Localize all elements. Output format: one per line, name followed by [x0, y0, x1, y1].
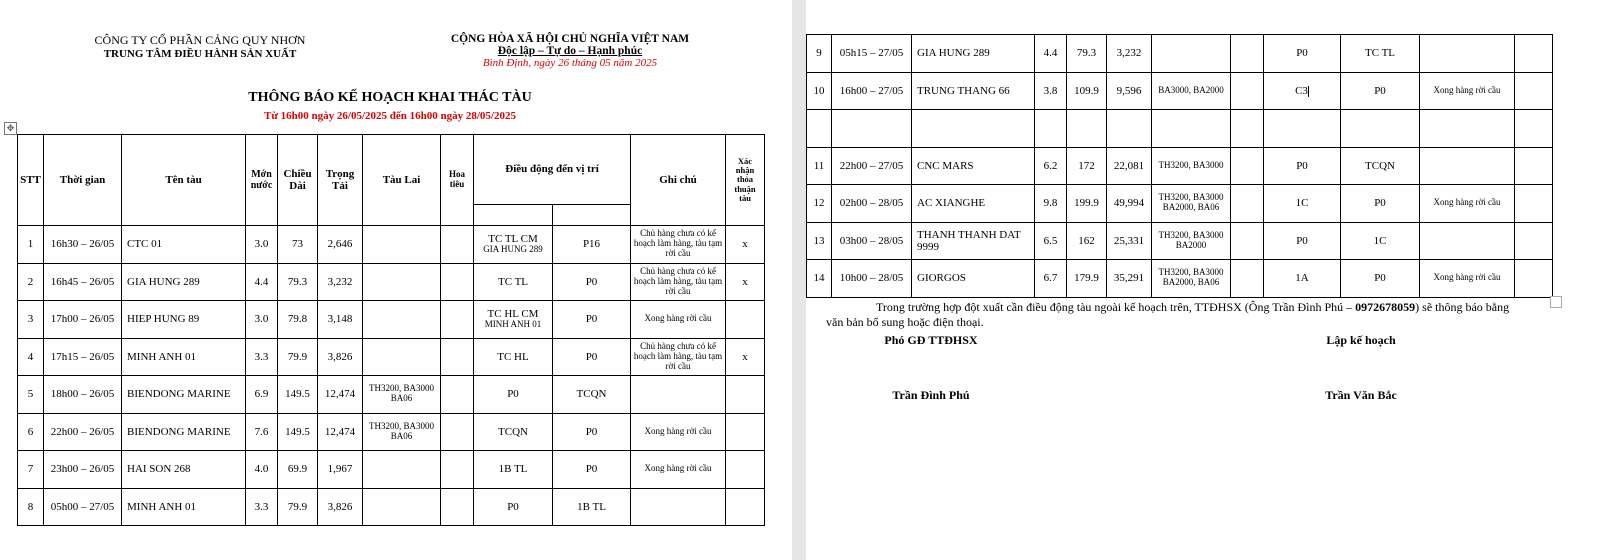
row-draft: 7.6	[246, 413, 278, 451]
row-move-from	[474, 376, 553, 414]
row-move-to: TC TL	[1341, 35, 1420, 73]
row-tonnage: 12,474	[318, 413, 363, 451]
row-draft: 6.9	[246, 376, 278, 414]
nation-line-2: Độc lập – Tự do – Hạnh phúc	[497, 45, 643, 57]
table-row	[807, 260, 1553, 298]
table-row	[807, 147, 1553, 185]
move-from-main: 1A	[1295, 272, 1309, 285]
row-pilot	[1231, 222, 1264, 260]
row-move-to: P0	[1341, 72, 1420, 110]
col-header-note: Ghi chú	[631, 135, 726, 226]
row-move-to: 1C	[1341, 222, 1420, 260]
row-ship-name: BIENDONG MARINE	[122, 376, 246, 414]
row-tug	[363, 451, 441, 489]
table-row	[18, 451, 765, 489]
row-draft: 3.8	[1035, 72, 1067, 110]
row-move-to: P16	[553, 226, 631, 264]
row-time: 03h00 – 28/05	[832, 222, 912, 260]
text-cursor	[1308, 86, 1309, 97]
row-confirm	[726, 376, 765, 414]
row-time: 23h00 – 26/05	[44, 451, 122, 489]
move-from-sub: GIA HUNG 289	[483, 244, 543, 255]
col-header-pilot: Hoa tiêu	[441, 135, 474, 226]
table-row	[18, 488, 765, 526]
row-note	[631, 376, 726, 414]
row-stt: 8	[18, 488, 44, 526]
row-move-to: P0	[553, 338, 631, 376]
row-note: Xong hàng rời cầu	[1420, 185, 1515, 223]
row-move-from	[1264, 185, 1341, 223]
row-time: 22h00 – 27/05	[832, 147, 912, 185]
row-confirm	[1515, 260, 1553, 298]
row-length: 162	[1067, 222, 1107, 260]
row-length: 79.8	[278, 301, 318, 339]
row-pilot	[441, 301, 474, 339]
company-line-2: TRUNG TÂM ĐIỀU HÀNH SẢN XUẤT	[103, 48, 297, 60]
notice-text-start: Trong trường hợp đột xuất cần điều động tàu ngoài kế hoạch trên, TTĐHSX (Ông Trần Đình Phú –	[876, 300, 1356, 314]
row-ship-name: AC XIANGHE	[912, 185, 1035, 223]
row-time: 10h00 – 28/05	[832, 260, 912, 298]
row-note: Xong hàng rời cầu	[631, 301, 726, 339]
row-stt	[807, 110, 832, 148]
move-from-main: P0	[1296, 47, 1308, 60]
row-confirm	[1515, 222, 1553, 260]
row-move-to: TCQN	[1341, 147, 1420, 185]
col-header-stt: STT	[18, 135, 44, 226]
row-stt: 11	[807, 147, 832, 185]
page-subtitle: Từ 16h00 ngày 26/05/2025 đến 16h00 ngày 28/05/2025	[263, 110, 516, 122]
move-from-main: TCQN	[498, 425, 528, 438]
row-move-from	[1264, 222, 1341, 260]
move-from-main: P0	[1296, 159, 1308, 172]
move-to-subheader	[553, 205, 631, 226]
row-tug	[1152, 35, 1231, 73]
row-confirm	[1515, 110, 1553, 148]
row-move-from	[474, 413, 553, 451]
move-from-main: TC HL	[497, 350, 529, 363]
table-row	[18, 263, 765, 301]
row-note	[1420, 110, 1515, 148]
row-note: Xong hàng rời cầu	[631, 413, 726, 451]
row-move-from	[474, 301, 553, 339]
row-note: Chủ hàng chưa có kế hoạch làm hàng, tàu tạm rời cầu	[631, 263, 726, 301]
row-stt: 7	[18, 451, 44, 489]
place-date: Bình Định, ngày 26 tháng 05 năm 2025	[482, 57, 658, 69]
row-length: 79.9	[278, 488, 318, 526]
row-confirm	[1515, 72, 1553, 110]
company-line-1: CÔNG TY CỔ PHẦN CẢNG QUY NHƠN	[94, 33, 306, 47]
row-length: 79.9	[278, 338, 318, 376]
row-tug	[1152, 110, 1231, 148]
move-from-subheader	[474, 205, 553, 226]
row-tug	[363, 301, 441, 339]
row-move-from	[474, 451, 553, 489]
row-time: 16h00 – 27/05	[832, 72, 912, 110]
row-tug: TH3200, BA3000 BA2000, BA06	[1152, 185, 1231, 223]
row-time	[832, 110, 912, 148]
row-stt: 14	[807, 260, 832, 298]
row-tonnage: 22,081	[1107, 147, 1152, 185]
row-ship-name: HIEP HUNG 89	[122, 301, 246, 339]
schedule-table-part-2	[806, 34, 1553, 298]
footer-notice	[876, 300, 1509, 315]
row-stt: 10	[807, 72, 832, 110]
row-time: 05h15 – 27/05	[832, 35, 912, 73]
row-note	[1420, 222, 1515, 260]
footer-notice-line2: văn bản bổ sung hoặc điện thoại.	[826, 315, 984, 329]
row-length: 179.9	[1067, 260, 1107, 298]
row-move-from	[1264, 110, 1341, 148]
row-ship-name: THANH THANH DAT 9999	[912, 222, 1035, 260]
row-move-from	[1264, 147, 1341, 185]
row-draft: 4.0	[246, 451, 278, 489]
row-draft: 3.3	[246, 338, 278, 376]
table-row	[18, 301, 765, 339]
table-row	[18, 376, 765, 414]
row-draft: 3.0	[246, 301, 278, 339]
schedule-table-part-1	[17, 134, 765, 526]
row-pilot	[441, 226, 474, 264]
national-motto	[420, 33, 720, 69]
row-move-to: P0	[1341, 260, 1420, 298]
row-draft: 3.3	[246, 488, 278, 526]
row-move-from	[474, 338, 553, 376]
row-ship-name: HAI SON 268	[122, 451, 246, 489]
row-confirm	[726, 488, 765, 526]
row-move-from	[474, 263, 553, 301]
row-tonnage: 35,291	[1107, 260, 1152, 298]
row-time: 22h00 – 26/05	[44, 413, 122, 451]
row-length: 73	[278, 226, 318, 264]
row-confirm	[726, 451, 765, 489]
table-row	[18, 338, 765, 376]
row-ship-name	[912, 110, 1035, 148]
row-note: Chủ hàng chưa có kế hoạch làm hàng, tàu tạm rời cầu	[631, 338, 726, 376]
row-note	[631, 488, 726, 526]
move-from-main: TC TL CM	[488, 233, 538, 246]
row-move-to: TCQN	[553, 376, 631, 414]
row-pilot	[1231, 35, 1264, 73]
table-header-row	[18, 135, 765, 205]
table-resize-handle-icon[interactable]	[1550, 296, 1562, 308]
row-pilot	[1231, 110, 1264, 148]
signature-right-name: Trần Văn Bắc	[1325, 388, 1397, 402]
row-length: 79.3	[1067, 35, 1107, 73]
row-note: Xong hàng rời cầu	[631, 451, 726, 489]
row-length: 69.9	[278, 451, 318, 489]
notice-phone: 0972678059	[1355, 300, 1416, 314]
row-tug: TH3200, BA3000	[1152, 147, 1231, 185]
table-move-handle-icon[interactable]: ✥	[4, 122, 17, 135]
move-from-main: C3	[1295, 84, 1308, 97]
row-stt: 3	[18, 301, 44, 339]
col-header-ship: Tên tàu	[122, 135, 246, 226]
row-length: 109.9	[1067, 72, 1107, 110]
row-ship-name: GIORGOS	[912, 260, 1035, 298]
table-row	[18, 413, 765, 451]
row-tug: TH3200, BA3000 BA2000	[1152, 222, 1231, 260]
row-move-to: 1B TL	[553, 488, 631, 526]
table-row-empty	[807, 110, 1553, 148]
row-draft: 6.7	[1035, 260, 1067, 298]
move-from-main: TC HL CM	[487, 308, 539, 321]
row-tonnage: 3,826	[318, 338, 363, 376]
row-tug	[363, 338, 441, 376]
row-note	[1420, 35, 1515, 73]
row-confirm: x	[726, 263, 765, 301]
row-draft: 4.4	[1035, 35, 1067, 73]
table-row	[807, 222, 1553, 260]
row-length: 149.5	[278, 376, 318, 414]
company-name	[60, 33, 340, 60]
signature-left-title: Phó GĐ TTĐHSX	[884, 333, 978, 347]
row-ship-name: CTC 01	[122, 226, 246, 264]
row-move-to: P0	[553, 301, 631, 339]
row-length: 172	[1067, 147, 1107, 185]
row-confirm	[726, 301, 765, 339]
row-move-from	[1264, 260, 1341, 298]
row-move-to: P0	[553, 413, 631, 451]
document-page-1	[0, 0, 792, 560]
page-title: THÔNG BÁO KẾ HOẠCH KHAI THÁC TÀU	[248, 90, 532, 105]
table-row	[18, 226, 765, 264]
notice-text-end: ) sẽ thông báo bằng	[1415, 300, 1510, 314]
signature-left-name: Trần Đình Phú	[892, 388, 970, 402]
row-note: Chủ hàng chưa có kế hoạch làm hàng, tàu tạm rời cầu	[631, 226, 726, 264]
row-tug: TH3200, BA3000 BA2000, BA06	[1152, 260, 1231, 298]
row-confirm	[1515, 147, 1553, 185]
row-length	[1067, 110, 1107, 148]
row-stt: 9	[807, 35, 832, 73]
row-length: 79.3	[278, 263, 318, 301]
row-tug	[363, 488, 441, 526]
row-draft	[1035, 110, 1067, 148]
move-from-main: 1B TL	[498, 463, 528, 476]
move-from-main: 1C	[1295, 197, 1309, 210]
row-tonnage: 49,994	[1107, 185, 1152, 223]
row-length: 149.5	[278, 413, 318, 451]
row-pilot	[441, 451, 474, 489]
row-pilot	[1231, 72, 1264, 110]
row-move-from	[474, 488, 553, 526]
row-pilot	[1231, 185, 1264, 223]
document-page-2	[806, 0, 1600, 560]
row-confirm	[1515, 35, 1553, 73]
row-pilot	[441, 376, 474, 414]
row-tonnage: 1,967	[318, 451, 363, 489]
move-from-sub: MINH ANH 01	[484, 319, 542, 330]
row-note: Xong hàng rời cầu	[1420, 260, 1515, 298]
row-pilot	[441, 488, 474, 526]
row-note	[1420, 147, 1515, 185]
row-ship-name: GIA HUNG 289	[912, 35, 1035, 73]
row-draft: 6.2	[1035, 147, 1067, 185]
row-confirm	[1515, 185, 1553, 223]
row-ship-name: CNC MARS	[912, 147, 1035, 185]
row-tug: TH3200, BA3000 BA06	[363, 376, 441, 414]
move-from-main: TC TL	[497, 275, 529, 288]
col-header-move: Điều động đến vị trí	[474, 135, 631, 205]
row-tug: BA3000, BA2000	[1152, 72, 1231, 110]
move-from-main: P0	[1296, 234, 1308, 247]
row-move-to: P0	[553, 451, 631, 489]
row-confirm	[726, 413, 765, 451]
row-tonnage: 9,596	[1107, 72, 1152, 110]
signature-right-title: Lập kế hoạch	[1326, 333, 1396, 347]
row-ship-name: MINH ANH 01	[122, 488, 246, 526]
row-time: 16h45 – 26/05	[44, 263, 122, 301]
row-move-to: P0	[553, 263, 631, 301]
row-move-from	[474, 226, 553, 264]
col-header-length: Chiều Dài	[278, 135, 318, 226]
row-pilot	[441, 413, 474, 451]
row-move-to: P0	[1341, 185, 1420, 223]
row-tonnage: 25,331	[1107, 222, 1152, 260]
col-header-tonnage: Trọng Tải	[318, 135, 363, 226]
row-stt: 13	[807, 222, 832, 260]
col-header-draft: Mớn nước	[246, 135, 278, 226]
row-move-to	[1341, 110, 1420, 148]
row-ship-name: MINH ANH 01	[122, 338, 246, 376]
move-from-main: P0	[507, 500, 519, 513]
table-row	[807, 185, 1553, 223]
row-note: Xong hàng rời cầu	[1420, 72, 1515, 110]
row-stt: 1	[18, 226, 44, 264]
row-time: 17h15 – 26/05	[44, 338, 122, 376]
row-tonnage: 3,232	[318, 263, 363, 301]
row-draft: 9.8	[1035, 185, 1067, 223]
row-time: 18h00 – 26/05	[44, 376, 122, 414]
row-confirm: x	[726, 338, 765, 376]
table-row	[807, 35, 1553, 73]
col-header-tug: Tàu Lai	[363, 135, 441, 226]
row-ship-name: TRUNG THANG 66	[912, 72, 1035, 110]
row-tonnage: 12,474	[318, 376, 363, 414]
row-ship-name: BIENDONG MARINE	[122, 413, 246, 451]
row-pilot	[1231, 260, 1264, 298]
row-length: 199.9	[1067, 185, 1107, 223]
row-stt: 6	[18, 413, 44, 451]
row-tonnage: 3,826	[318, 488, 363, 526]
row-move-from	[1264, 72, 1341, 110]
row-tonnage: 3,148	[318, 301, 363, 339]
row-tug: TH3200, BA3000 BA06	[363, 413, 441, 451]
move-from-main: P0	[507, 388, 519, 401]
row-pilot	[441, 263, 474, 301]
row-pilot	[1231, 147, 1264, 185]
row-draft: 3.0	[246, 226, 278, 264]
row-draft: 6.5	[1035, 222, 1067, 260]
row-time: 05h00 – 27/05	[44, 488, 122, 526]
row-stt: 12	[807, 185, 832, 223]
nation-line-1: CỘNG HÒA XÃ HỘI CHỦ NGHĨA VIỆT NAM	[450, 33, 690, 45]
row-tonnage: 2,646	[318, 226, 363, 264]
row-tonnage	[1107, 110, 1152, 148]
row-move-from	[1264, 35, 1341, 73]
row-confirm: x	[726, 226, 765, 264]
col-header-time: Thời gian	[44, 135, 122, 226]
row-time: 02h00 – 28/05	[832, 185, 912, 223]
row-tug	[363, 263, 441, 301]
table-row	[807, 72, 1553, 110]
row-tug	[363, 226, 441, 264]
row-draft: 4.4	[246, 263, 278, 301]
row-stt: 5	[18, 376, 44, 414]
row-time: 16h30 – 26/05	[44, 226, 122, 264]
row-ship-name: GIA HUNG 289	[122, 263, 246, 301]
row-stt: 2	[18, 263, 44, 301]
row-time: 17h00 – 26/05	[44, 301, 122, 339]
row-tonnage: 3,232	[1107, 35, 1152, 73]
col-header-confirm: Xác nhận thỏa thuận tàu	[726, 135, 765, 226]
row-pilot	[441, 338, 474, 376]
row-stt: 4	[18, 338, 44, 376]
